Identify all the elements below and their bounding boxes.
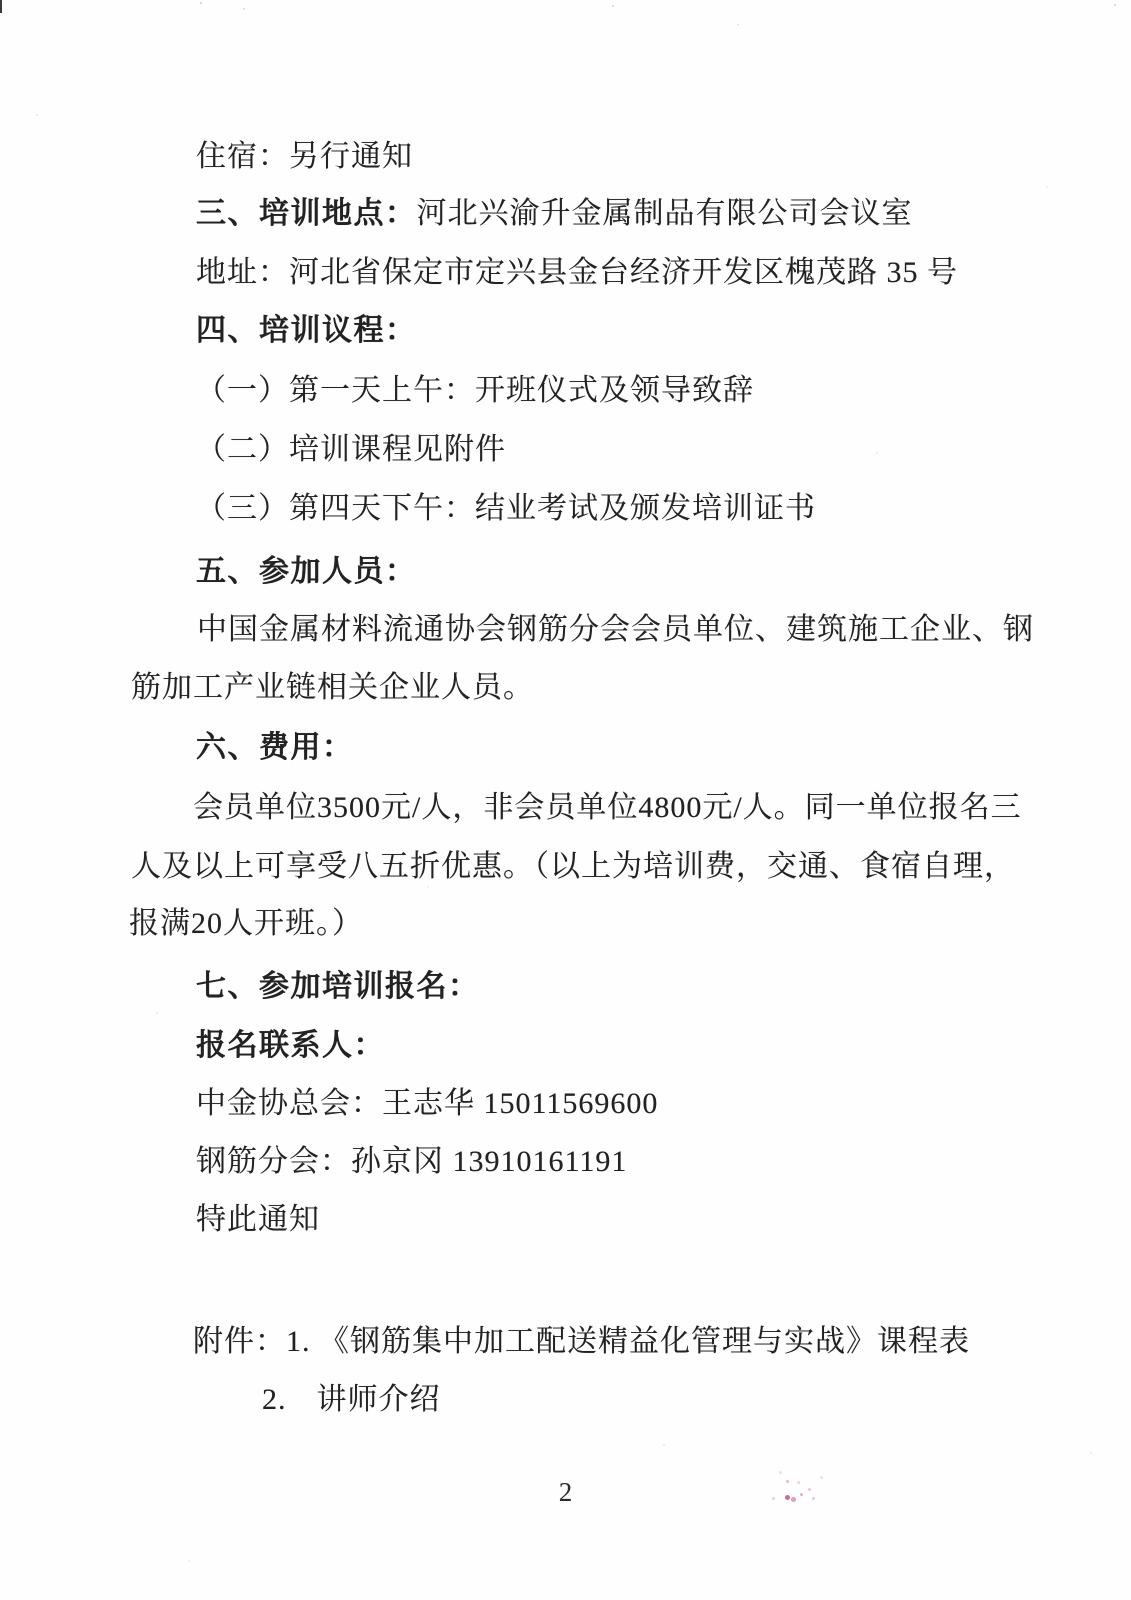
- fees-body-line-2: [131, 849, 1015, 885]
- closing-line: [196, 1202, 320, 1238]
- fees-body-3-text: 报满20人开班。）: [129, 907, 363, 940]
- attachment-line-2: [262, 1382, 441, 1418]
- pink-ink-smudge: [0, 0, 3, 3]
- section6-heading: 六、费用：: [196, 731, 354, 764]
- participants-body-1-text: 中国金属材料流通协会钢筋分会会员单位、建筑施工企业、钢: [197, 613, 1034, 646]
- agenda-item-1: [196, 373, 754, 409]
- contact-label-line: [196, 1028, 385, 1064]
- section3-value: 河北兴渝升金属制品有限公司会议室: [416, 197, 913, 230]
- attachment-line-1: [193, 1324, 970, 1360]
- section7-registration-heading-line: [196, 969, 480, 1005]
- section4-heading: 四、培训议程：: [196, 314, 417, 347]
- contact-1-text: 中金协总会：王志华 15011569600: [196, 1087, 659, 1120]
- section5-participants-heading-line: [196, 554, 417, 590]
- fees-body-line-1: [193, 790, 1022, 826]
- participants-body-line-2: [131, 670, 534, 706]
- page-number: 2: [558, 1477, 573, 1507]
- attachment-item-2-number: 2.: [262, 1383, 287, 1416]
- section5-heading: 五、参加人员：: [196, 555, 417, 588]
- agenda-item-3-text: （三）第四天下午：结业考试及颁发培训证书: [196, 492, 816, 525]
- fees-body-1-text: 会员单位3500元/人，非会员单位4800元/人。同一单位报名三: [193, 791, 1022, 824]
- participants-body-line-1: [197, 612, 1034, 648]
- section3-heading: 三、培训地点：: [196, 197, 417, 230]
- contact-line-2: [196, 1144, 627, 1180]
- lodging-text: 住宿：另行通知: [196, 140, 413, 173]
- closing-text: 特此通知: [196, 1203, 320, 1236]
- fees-body-line-3: [129, 906, 363, 942]
- attachment-label: 附件：: [193, 1325, 286, 1358]
- address-line: [196, 255, 958, 291]
- section3-venue-line: [196, 196, 913, 232]
- contact-line-1: [196, 1086, 658, 1122]
- contact-2-text: 钢筋分会：孙京冈 13910161191: [196, 1145, 628, 1178]
- fees-body-2-text: 人及以上可享受八五折优惠。（以上为培训费，交通、食宿自理，: [131, 850, 1015, 883]
- address-text: 地址：河北省保定市定兴县金台经济开发区槐茂路 35 号: [196, 256, 958, 289]
- lodging-line: [196, 139, 413, 175]
- section6-fees-heading-line: [196, 730, 354, 766]
- attachment-item-1-text: 1. 《钢筋集中加工配送精益化管理与实战》课程表: [286, 1325, 970, 1358]
- agenda-item-2-text: （二）培训课程见附件: [196, 433, 506, 466]
- agenda-item-1-text: （一）第一天上午：开班仪式及领导致辞: [196, 374, 754, 407]
- contact-label: 报名联系人：: [196, 1029, 385, 1062]
- agenda-item-2: [196, 432, 506, 468]
- agenda-item-3: [196, 491, 816, 527]
- attachment-item-2-text: 讲师介绍: [316, 1383, 441, 1416]
- section4-agenda-heading-line: [196, 313, 417, 349]
- participants-body-2-text: 筋加工产业链相关企业人员。: [131, 671, 534, 704]
- section7-heading: 七、参加培训报名：: [196, 970, 480, 1003]
